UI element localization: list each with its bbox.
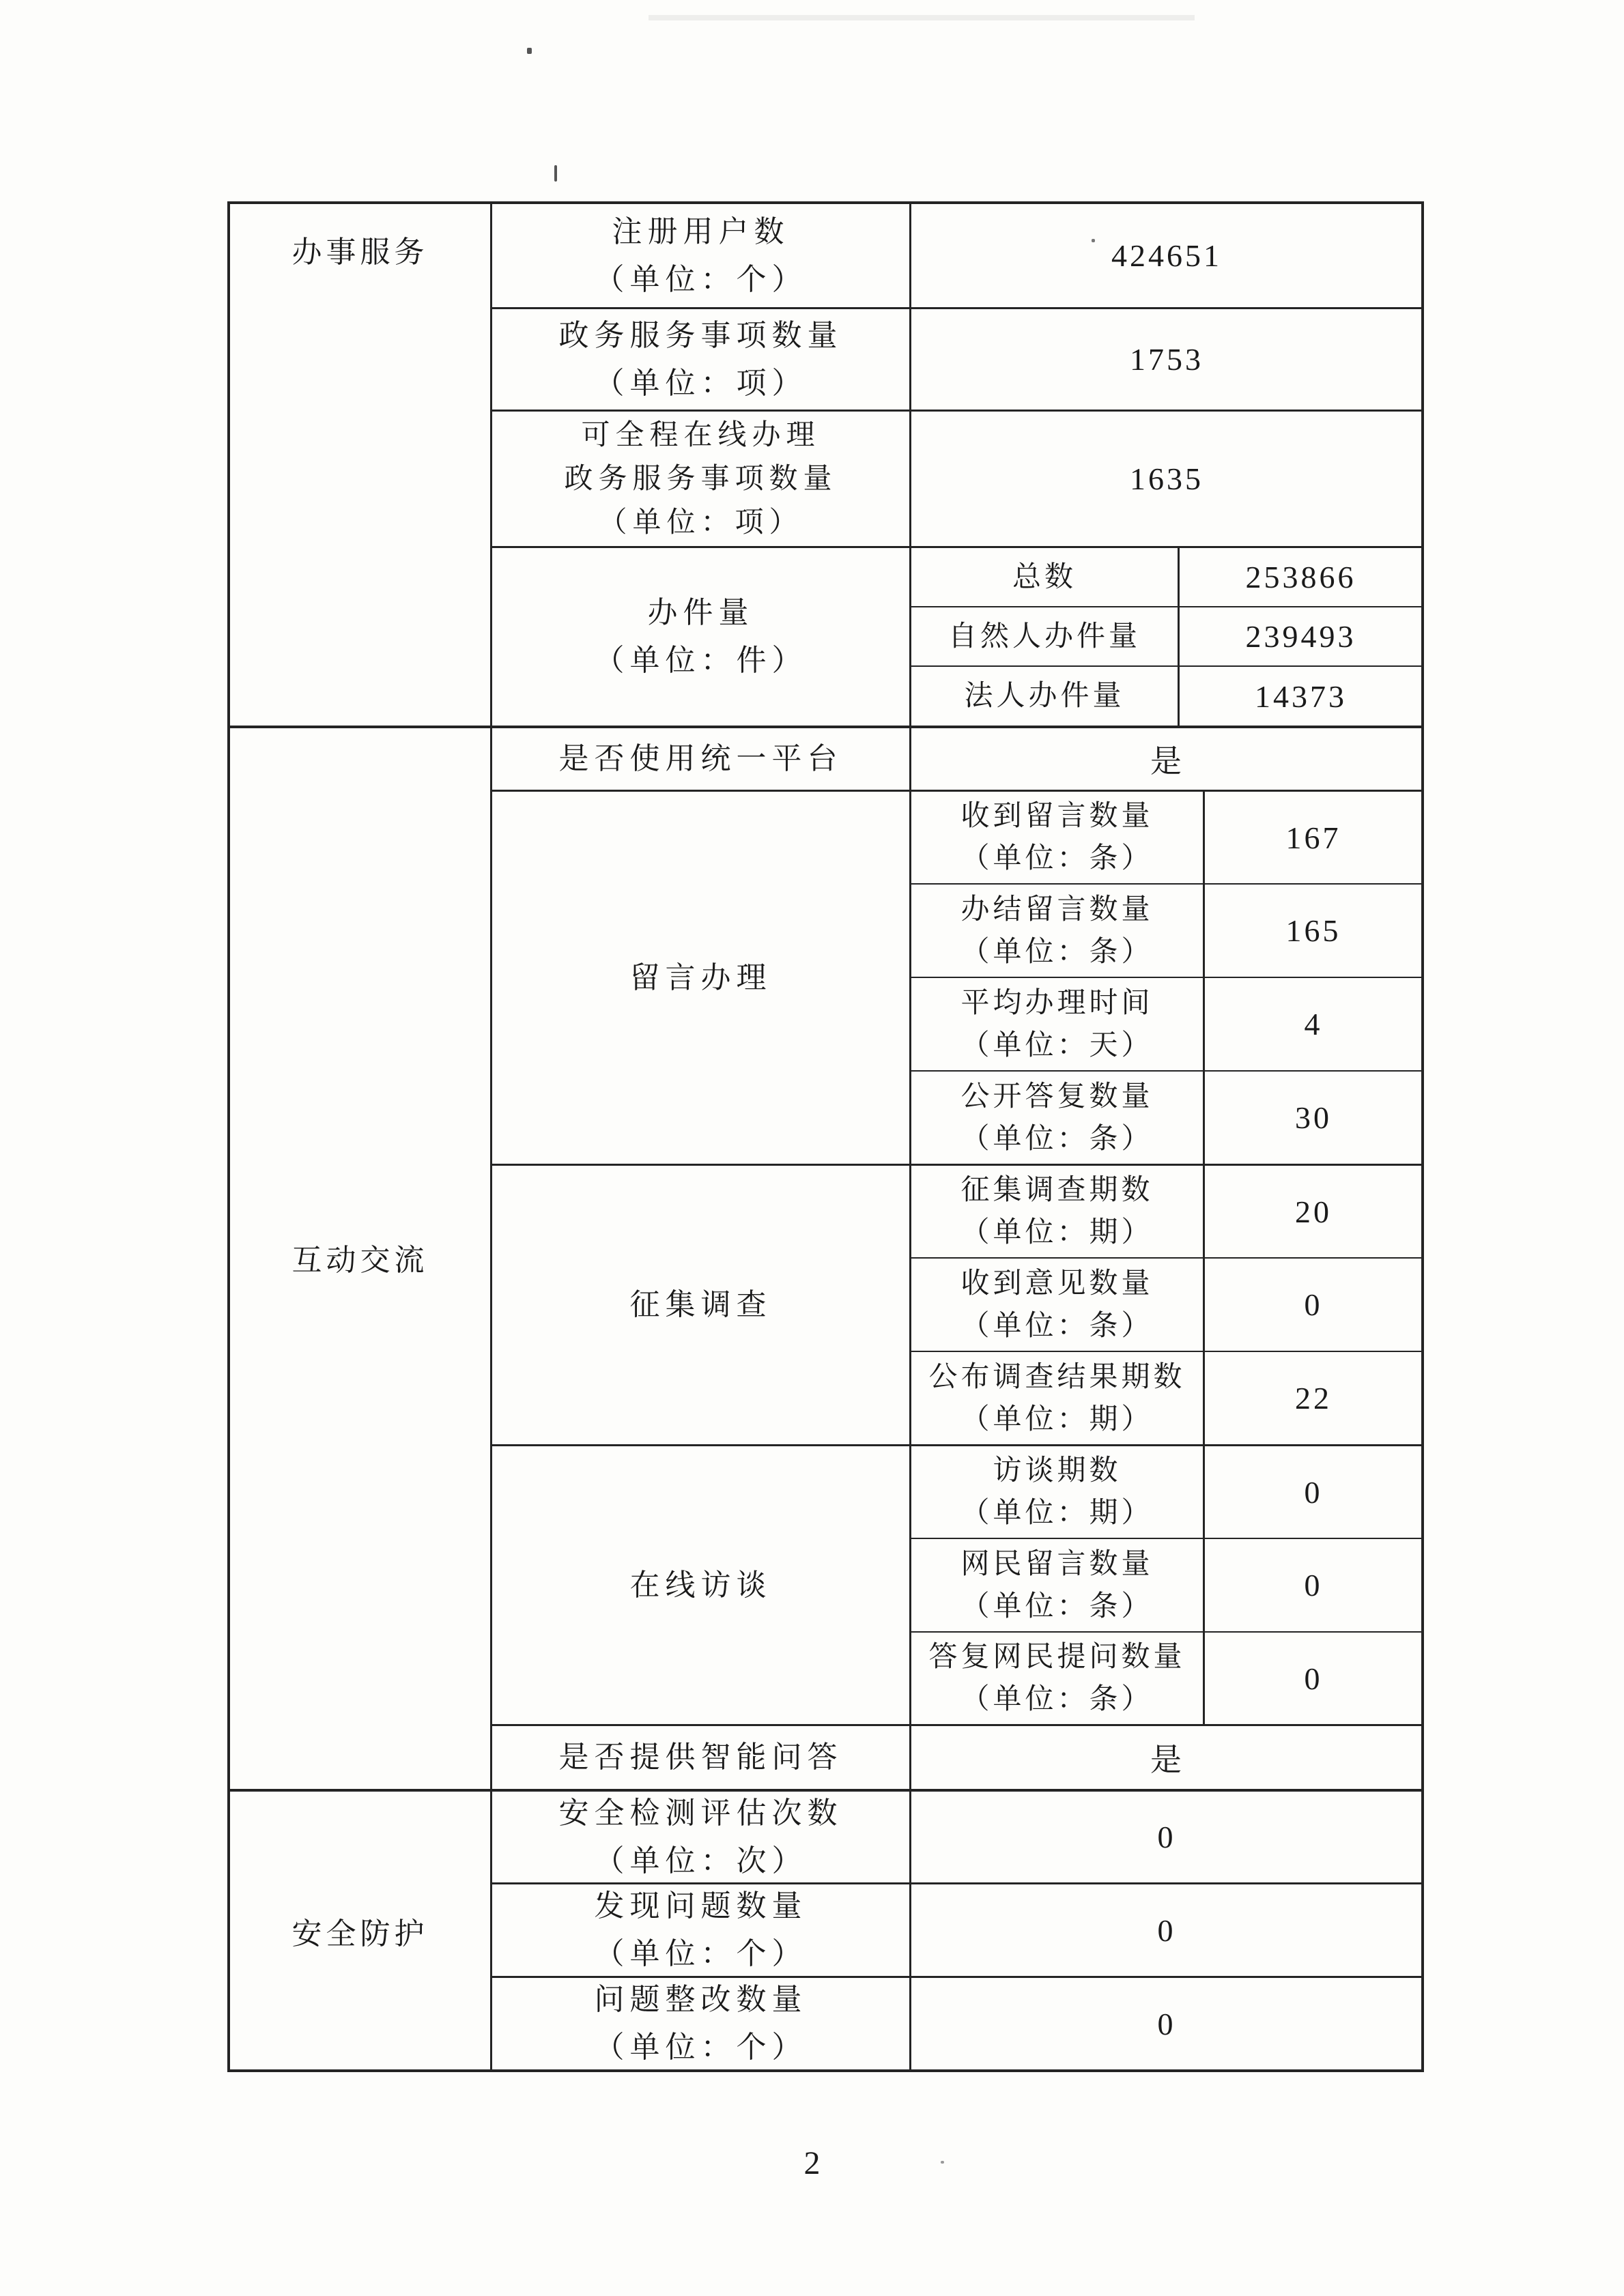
section-label-anquan-fanghu: [230, 1792, 490, 2069]
subrow-label-line: 答复网民提问数量: [928, 1641, 1186, 1673]
subrow-label-line: 网民留言数量: [960, 1548, 1154, 1580]
row-label-line: 政务服务事项数量: [558, 318, 843, 352]
row-label-smart-qa: [492, 1726, 909, 1789]
row-value-security-assessments: [911, 1792, 1422, 1882]
row-label-problems-found: [492, 1884, 909, 1976]
subrow-label-netizen-messages: [911, 1539, 1203, 1631]
row-value-registered-users: [911, 204, 1422, 307]
subrow-value-text: 165: [1285, 913, 1341, 948]
row-label-problems-rectified: [492, 1978, 909, 2069]
subrow-unit-line: （单位：期）: [960, 1217, 1154, 1248]
row-label-security-assessments: [492, 1792, 909, 1882]
subrow-value-messages-completed: [1205, 885, 1422, 977]
subrow-unit-line: （单位：条）: [960, 1123, 1154, 1155]
subrow-unit-line: （单位：期）: [960, 1403, 1154, 1435]
section-label-hudong-jiaoliu: [230, 728, 490, 1786]
subrow-label-messages-received: [911, 792, 1203, 883]
subrow-label-text: 法人办件量: [964, 680, 1125, 712]
subrow-value-opinions-received: [1205, 1259, 1422, 1351]
subrow-label-survey-periods: [911, 1166, 1203, 1257]
subrow-value-text: 30: [1295, 1100, 1332, 1135]
section-label-text: 办事服务: [291, 235, 429, 269]
subrow-value-text: 239493: [1245, 619, 1356, 654]
row-label-text: 是否使用统一平台: [558, 742, 843, 775]
row-value-text: 是: [1150, 744, 1183, 779]
row-label-text: 在线访谈: [629, 1568, 772, 1602]
subrow-label-line: 公布调查结果期数: [928, 1361, 1186, 1393]
row-label-line: 发现问题数量: [594, 1889, 808, 1923]
subrow-label-average-handling-time: [911, 978, 1203, 1070]
subrow-value-natural-person: [1180, 607, 1422, 665]
subrow-unit-line: （单位：条）: [960, 936, 1154, 968]
scan-speck: [527, 48, 532, 54]
subrow-label-total: [911, 548, 1178, 606]
subrow-label-text: 总数: [1012, 561, 1077, 593]
subrow-value-messages-received: [1205, 792, 1422, 883]
subrow-label-line: 访谈期数: [993, 1455, 1122, 1487]
row-label-line: 注册用户数: [612, 214, 790, 248]
row-value-smart-qa: [911, 1726, 1422, 1789]
subrow-value-text: 167: [1285, 820, 1341, 855]
subrow-value-text: 0: [1304, 1287, 1323, 1322]
row-unit-line: （单位：次）: [594, 1843, 808, 1878]
row-label-unified-platform: [492, 728, 909, 790]
subrow-value-interview-periods: [1205, 1446, 1422, 1538]
row-label-service-items: [492, 309, 909, 410]
subrow-value-netizen-questions-answered: [1205, 1633, 1422, 1724]
subrow-value-legal-person: [1180, 667, 1422, 726]
subrow-value-public-replies: [1205, 1072, 1422, 1164]
scan-speck: [554, 165, 557, 182]
section-label-banshi-fuwu: [230, 204, 490, 723]
subrow-label-survey-results-published: [911, 1352, 1203, 1444]
section-label-text: 互动交流: [291, 1244, 429, 1277]
row-value-problems-found: [911, 1884, 1422, 1976]
subrow-unit-line: （单位：条）: [960, 1684, 1154, 1715]
subrow-value-text: 14373: [1255, 678, 1347, 714]
row-value-unified-platform: [911, 728, 1422, 790]
subrow-value-netizen-messages: [1205, 1539, 1422, 1631]
row-label-message-handling: [492, 792, 909, 1164]
row-unit-line: （单位：件）: [594, 644, 808, 677]
subrow-value-average-handling-time: [1205, 978, 1422, 1070]
row-label-online-service-items: [492, 412, 909, 546]
row-label-online-interview: [492, 1446, 909, 1724]
subrow-unit-line: （单位：天）: [960, 1029, 1154, 1061]
section-label-text: 安全防护: [291, 1917, 429, 1951]
row-value-text: 0: [1157, 2006, 1176, 2041]
row-unit-line: （单位：个）: [594, 2030, 808, 2064]
subrow-label-netizen-questions-answered: [911, 1633, 1203, 1724]
subrow-label-line: 公开答复数量: [960, 1080, 1154, 1113]
subrow-unit-line: （单位：期）: [960, 1497, 1154, 1529]
subrow-label-line: 办结留言数量: [960, 893, 1154, 925]
page-number: [0, 2142, 1624, 2184]
row-label-line: 可全程在线办理: [581, 419, 821, 451]
subrow-label-line: 征集调查期数: [960, 1175, 1154, 1206]
table-grid-line: [227, 2069, 1424, 2072]
row-value-service-items: [911, 309, 1422, 410]
subrow-label-messages-completed: [911, 885, 1203, 977]
scan-smudge: [649, 15, 1195, 20]
row-value-text: 424651: [1111, 238, 1222, 273]
row-value-text: 0: [1157, 1820, 1176, 1854]
row-value-text: 是: [1150, 1742, 1183, 1777]
subrow-label-natural-person: [911, 607, 1178, 665]
subrow-value-text: 0: [1304, 1568, 1323, 1603]
subrow-label-legal-person: [911, 667, 1178, 726]
subrow-label-interview-periods: [911, 1446, 1203, 1538]
subrow-label-opinions-received: [911, 1259, 1203, 1351]
row-unit-line: （单位：个）: [594, 1937, 808, 1970]
row-value-text: 0: [1157, 1912, 1176, 1948]
subrow-value-text: 20: [1295, 1194, 1332, 1229]
subrow-unit-line: （单位：条）: [960, 1590, 1154, 1622]
row-label-line: 办件量: [647, 596, 754, 629]
subrow-value-text: 22: [1295, 1381, 1332, 1416]
row-value-text: 1753: [1130, 342, 1203, 377]
subrow-label-public-replies: [911, 1072, 1203, 1164]
subrow-unit-line: （单位：条）: [960, 1310, 1154, 1342]
subrow-value-total: [1180, 548, 1422, 606]
row-value-text: 1635: [1130, 461, 1203, 496]
row-label-registered-users: [492, 204, 909, 307]
row-label-line: 安全检测评估次数: [558, 1796, 843, 1830]
row-unit-line: （单位：项）: [598, 506, 803, 539]
subrow-label-line: 收到意见数量: [960, 1267, 1154, 1300]
row-label-text: 是否提供智能问答: [558, 1740, 843, 1774]
subrow-value-text: 4: [1304, 1007, 1323, 1042]
subrow-value-survey-periods: [1205, 1166, 1422, 1257]
subrow-unit-line: （单位：条）: [960, 843, 1154, 874]
row-label-line: 问题整改数量: [594, 1983, 808, 2016]
subrow-label-line: 平均办理时间: [960, 987, 1154, 1019]
subrow-value-text: 0: [1304, 1661, 1323, 1696]
row-label-text: 征集调查: [629, 1288, 772, 1321]
row-label-case-volume: [492, 548, 909, 726]
subrow-label-line: 收到留言数量: [960, 801, 1154, 832]
row-value-online-service-items: [911, 412, 1422, 546]
row-value-problems-rectified: [911, 1978, 1422, 2069]
subrow-value-text: 253866: [1245, 560, 1356, 594]
row-label-text: 留言办理: [629, 960, 772, 994]
row-label-line: 政务服务事项数量: [564, 463, 838, 495]
subrow-value-survey-results-published: [1205, 1352, 1422, 1444]
subrow-value-text: 0: [1304, 1474, 1323, 1510]
page-number-text: 2: [803, 2144, 821, 2181]
row-unit-line: （单位：项）: [594, 366, 808, 400]
row-label-survey-collection: [492, 1166, 909, 1444]
subrow-label-text: 自然人办件量: [948, 620, 1141, 652]
row-unit-line: （单位：个）: [594, 262, 808, 296]
